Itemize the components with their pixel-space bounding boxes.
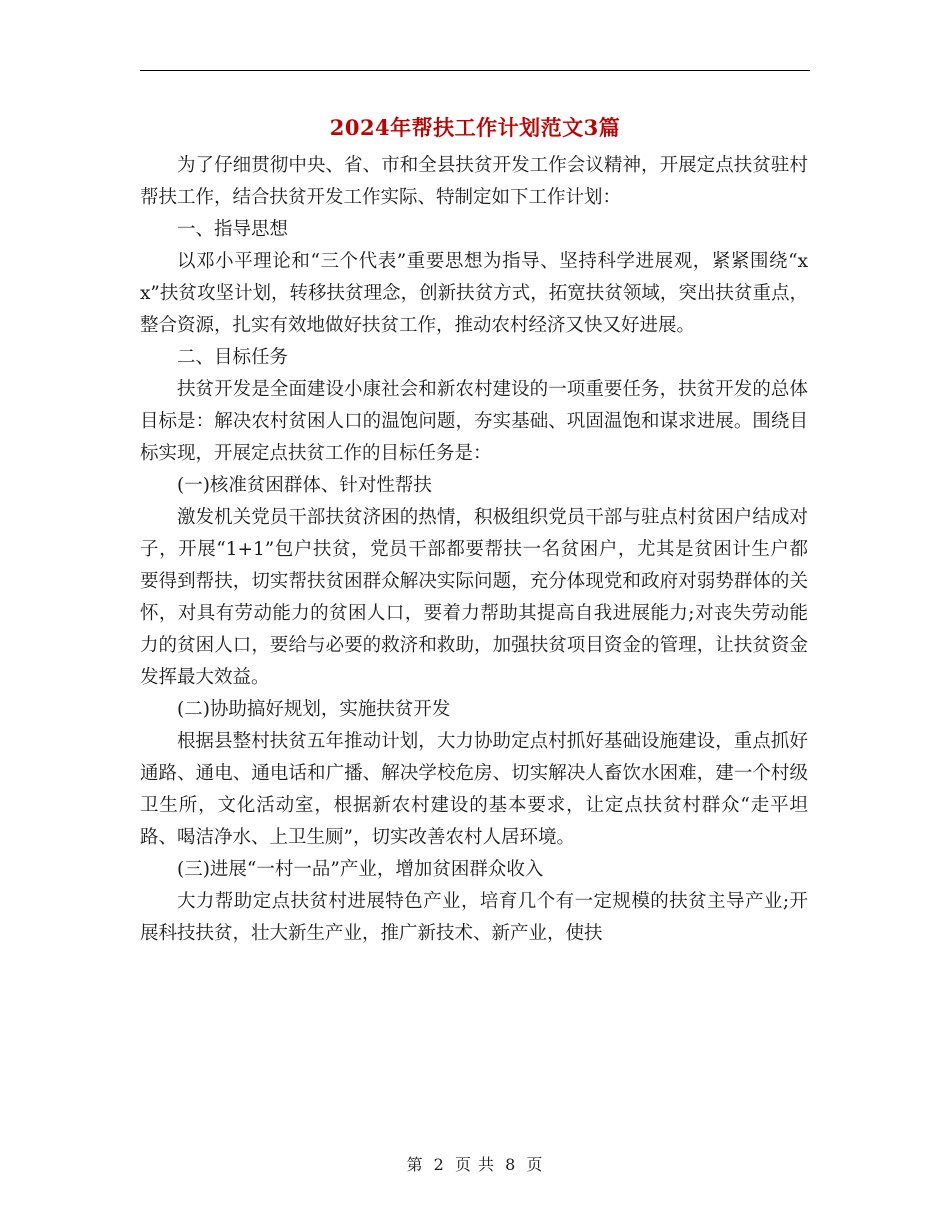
subsection-heading-1: (一)核准贫困群体、针对性帮扶 (177, 475, 432, 496)
paragraph-guiding-ideology: 以邓小平理论和“三个代表”重要思想为指导、坚持科学进展观，紧紧围绕“xx”扶贫攻坚计划，转移扶贫理念，创新扶贫方式，拓宽扶贫领域，突出扶贫重点，整合资源，扎实有效地做好扶贫工作，推动农村经济又快又好进展。 (140, 251, 808, 336)
footer-page-number: 2 (433, 1155, 445, 1174)
paragraph-subsection-1: 激发机关党员干部扶贫济困的热情，积极组织党员干部与驻点村贫困户结成对子，开展“1+1”包户扶贫，党员干部都要帮扶一名贫困户，尤其是贫困计生户都要得到帮扶，切实帮扶贫困群众解决实际问题，充分体现党和政府对弱势群体的关怀，对具有劳动能力的贫困人口，要着力帮助其提高自我进展能力;对丧失劳动能力的贫困人口，要给与必要的救济和救助，加强扶贫项目资金的管理，让扶贫资金发挥最大效益。 (140, 507, 808, 688)
paragraph-goals: 扶贫开发是全面建设小康社会和新农村建设的一项重要任务，扶贫开发的总体目标是：解决农村贫困人口的温饱问题，夯实基础、巩固温饱和谋求进展。围绕目标实现，开展定点扶贫工作的目标任务是： (140, 379, 808, 464)
page-footer (140, 1152, 810, 1175)
subsection-heading-2: (二)协助搞好规划，实施扶贫开发 (177, 699, 451, 720)
subsection-heading-3: (三)进展“一村一品”产业，增加贫困群众收入 (177, 859, 544, 880)
document-body (140, 150, 808, 950)
paragraph-intro: 为了仔细贯彻中央、省、市和全县扶贫开发工作会议精神，开展定点扶贫驻村帮扶工作，结合扶贫开发工作实际、特制定如下工作计划： (140, 155, 808, 208)
section-heading-guiding-ideology: 一、指导思想 (177, 219, 289, 240)
header-rule (140, 70, 810, 71)
footer-prefix: 第 (406, 1155, 424, 1174)
paragraph-subsection-2: 根据县整村扶贫五年推动计划，大力协助定点村抓好基础设施建设，重点抓好通路、通电、通电话和广播、解决学校危房、切实解决人畜饮水困难，建一个村级卫生所，文化活动室，根据新农村建设的基本要求，让定点扶贫村群众“走平坦路、喝洁净水、上卫生厕”，切实改善农村人居环境。 (140, 731, 808, 848)
footer-middle: 页 共 (454, 1155, 496, 1174)
section-heading-goals: 二、目标任务 (177, 347, 289, 368)
paragraph-subsection-3: 大力帮助定点扶贫村进展特色产业，培育几个有一定规模的扶贫主导产业;开展科技扶贫，壮大新生产业，推广新技术、新产业，使扶 (140, 891, 808, 944)
footer-suffix: 页 (526, 1155, 544, 1174)
document-title: 2024年帮扶工作计划范文3篇 (329, 115, 621, 140)
footer-total-pages: 8 (505, 1155, 517, 1174)
